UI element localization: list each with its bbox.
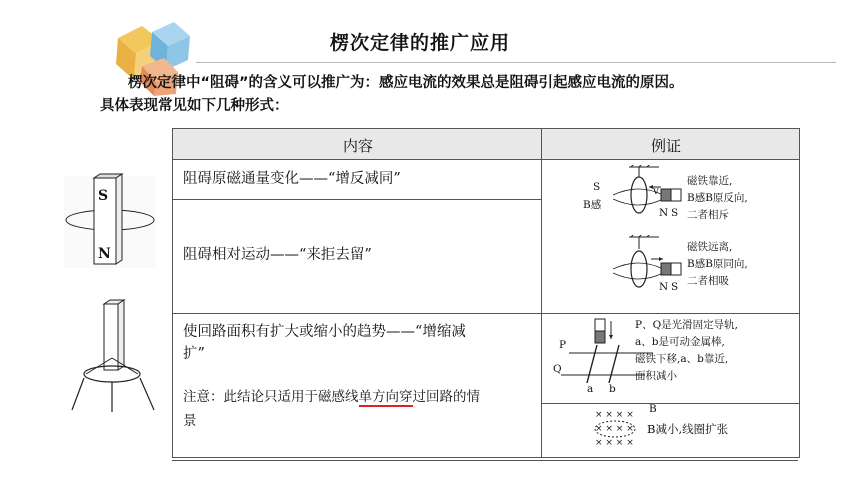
- ex3-line-1: P、Q是光滑固定导轨,: [635, 319, 739, 331]
- lenz-law-table: [172, 128, 800, 458]
- ex3-text: [635, 317, 738, 385]
- note-underlined: 单方向穿: [358, 389, 413, 405]
- ex4-text: B减小,线圈扩张: [647, 422, 729, 436]
- table-bottom-rule: [172, 460, 798, 461]
- magnet-n-label: N: [98, 246, 111, 262]
- row-3-note: [183, 385, 480, 433]
- ex3-line-2: a、b是可动金属棒,: [635, 336, 725, 348]
- ex2-n: N: [659, 281, 669, 293]
- ex3-a: a: [587, 383, 594, 395]
- title-divider: [196, 62, 836, 63]
- ex1-text: [687, 173, 748, 224]
- ex1-line-1: 磁铁靠近,: [687, 175, 733, 187]
- svg-text:× × × ×: × × × ×: [595, 410, 634, 420]
- column-divider: [541, 129, 542, 457]
- magnet-s-label: S: [98, 188, 109, 204]
- row-divider-3: [541, 403, 799, 404]
- ex1-line-2: B感B原反向,: [687, 192, 748, 204]
- ex3-line-4: 面积减小: [635, 370, 677, 382]
- row-3-line-1: 使回路面积有扩大或缩小的趋势——“增缩减: [183, 324, 466, 340]
- note-prefix: 注意：此结论只适用于磁感线: [183, 389, 359, 405]
- ex1-bgan: B感: [583, 199, 602, 211]
- ex3-line-3: 磁铁下移,a、b靠近,: [635, 353, 729, 365]
- ex2-line-2: B感B原同向,: [687, 258, 748, 270]
- ex2-line-1: 磁铁远离,: [687, 241, 733, 253]
- note-line-2: 景: [183, 413, 197, 429]
- intro-line-2: 具体表现常见如下几种形式：: [100, 98, 289, 114]
- header-example: 例证: [651, 137, 682, 155]
- row-2-content: 阻碍相对运动——“来拒去留”: [183, 247, 372, 263]
- ex1-s2: S: [671, 207, 679, 219]
- header-content: 内容: [343, 137, 374, 155]
- svg-text:× × × ×: × × × ×: [595, 438, 634, 448]
- ex4-b: B: [649, 403, 657, 415]
- ex1-line-3: 二者相斥: [687, 209, 729, 221]
- row-divider-1: [173, 199, 541, 200]
- note-suffix: 过回路的情: [412, 389, 480, 405]
- magnet-ring-figure: [64, 172, 164, 272]
- intro-line-1: 楞次定律中“阻碍”的含义可以推广为：感应电流的效果总是阻碍引起感应电流的原因。: [128, 75, 684, 91]
- ex2-line-3: 二者相吸: [687, 275, 729, 287]
- row-3-line-2: 扩”: [183, 346, 205, 362]
- intro-paragraph: [100, 72, 830, 118]
- ex3-b: b: [609, 383, 616, 395]
- row-1-content: 阻碍原磁通量变化——“增反减同”: [183, 171, 401, 187]
- table-header: [173, 129, 799, 160]
- ex2-s: S: [671, 281, 679, 293]
- suspended-ring-figure: [66, 298, 166, 418]
- ex1-v: v: [653, 185, 659, 197]
- ex3-p: P: [559, 339, 567, 351]
- ex2-text: [687, 239, 748, 290]
- ex1-n: N: [659, 207, 669, 219]
- ex1-s: S: [593, 181, 601, 193]
- page-title: 楞次定律的推广应用: [330, 32, 511, 54]
- row-3-content: [183, 321, 466, 365]
- row-divider-2: [173, 313, 799, 314]
- ex3-q: Q: [553, 363, 562, 375]
- svg-text:× × × ×: × × × ×: [595, 424, 634, 434]
